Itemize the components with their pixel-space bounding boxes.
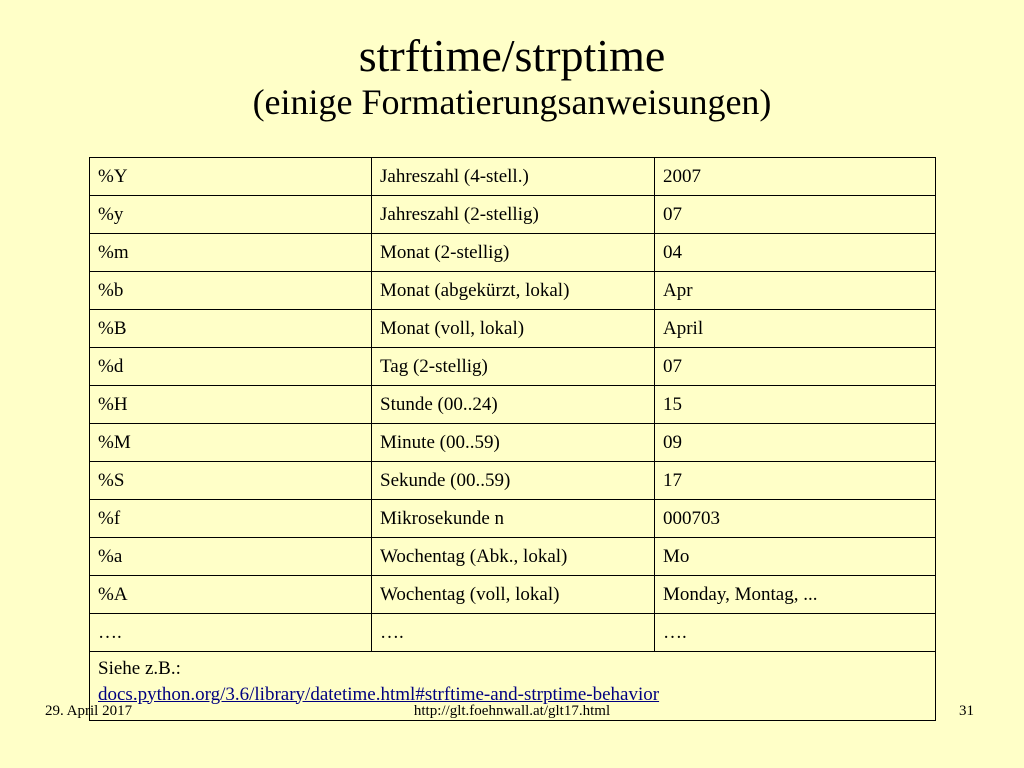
table-row <box>90 310 936 348</box>
description-cell: Monat (abgekürzt, lokal) <box>372 272 655 310</box>
description-cell: Minute (00..59) <box>372 424 655 462</box>
format-code-cell: %y <box>90 196 372 234</box>
table-row <box>90 500 936 538</box>
format-code-cell: %H <box>90 386 372 424</box>
example-cell: 000703 <box>655 500 936 538</box>
format-code-cell: %b <box>90 272 372 310</box>
table-row <box>90 462 936 500</box>
table-row <box>90 348 936 386</box>
description-cell: Jahreszahl (4-stell.) <box>372 158 655 196</box>
example-cell: 17 <box>655 462 936 500</box>
description-cell: Wochentag (Abk., lokal) <box>372 538 655 576</box>
slide-title <box>0 30 1024 122</box>
format-code-cell: %d <box>90 348 372 386</box>
description-cell: …. <box>372 614 655 652</box>
format-code-cell: %B <box>90 310 372 348</box>
format-code-cell: …. <box>90 614 372 652</box>
description-cell: Stunde (00..24) <box>372 386 655 424</box>
example-cell: 2007 <box>655 158 936 196</box>
example-cell: Monday, Montag, ... <box>655 576 936 614</box>
format-table-body <box>90 158 936 721</box>
page-number: 31 <box>959 703 974 719</box>
description-cell: Wochentag (voll, lokal) <box>372 576 655 614</box>
example-cell: April <box>655 310 936 348</box>
format-code-cell: %a <box>90 538 372 576</box>
description-cell: Monat (voll, lokal) <box>372 310 655 348</box>
table-row <box>90 386 936 424</box>
table-row <box>90 234 936 272</box>
footer-date: 29. April 2017 <box>45 703 133 719</box>
example-cell: 07 <box>655 348 936 386</box>
description-cell: Sekunde (00..59) <box>372 462 655 500</box>
example-cell: Apr <box>655 272 936 310</box>
format-code-cell: %Y <box>90 158 372 196</box>
table-row <box>90 614 936 652</box>
format-code-cell: %f <box>90 500 372 538</box>
description-cell: Tag (2-stellig) <box>372 348 655 386</box>
footer-url: http://glt.foehnwall.at/glt17.html <box>413 703 611 719</box>
example-cell: 07 <box>655 196 936 234</box>
example-cell: 15 <box>655 386 936 424</box>
note-text: Siehe z.B.: <box>98 658 181 679</box>
format-code-cell: %m <box>90 234 372 272</box>
example-cell: 09 <box>655 424 936 462</box>
docs-link[interactable]: docs.python.org/3.6/library/datetime.html#strftime-and-strptime-behavior <box>98 683 660 705</box>
table-row <box>90 538 936 576</box>
table-row <box>90 158 936 196</box>
example-cell: …. <box>655 614 936 652</box>
description-cell: Jahreszahl (2-stellig) <box>372 196 655 234</box>
table-row <box>90 196 936 234</box>
table-row <box>90 576 936 614</box>
format-code-cell: %S <box>90 462 372 500</box>
format-code-cell: %M <box>90 424 372 462</box>
description-cell: Mikrosekunde n <box>372 500 655 538</box>
format-code-cell: %A <box>90 576 372 614</box>
table-row <box>90 424 936 462</box>
title-line-2: (einige Formatierungsanweisungen) <box>252 81 772 122</box>
example-cell: 04 <box>655 234 936 272</box>
format-table <box>89 157 936 721</box>
example-cell: Mo <box>655 538 936 576</box>
table-row <box>90 272 936 310</box>
description-cell: Monat (2-stellig) <box>372 234 655 272</box>
title-line-1: strftime/strptime <box>358 30 666 81</box>
